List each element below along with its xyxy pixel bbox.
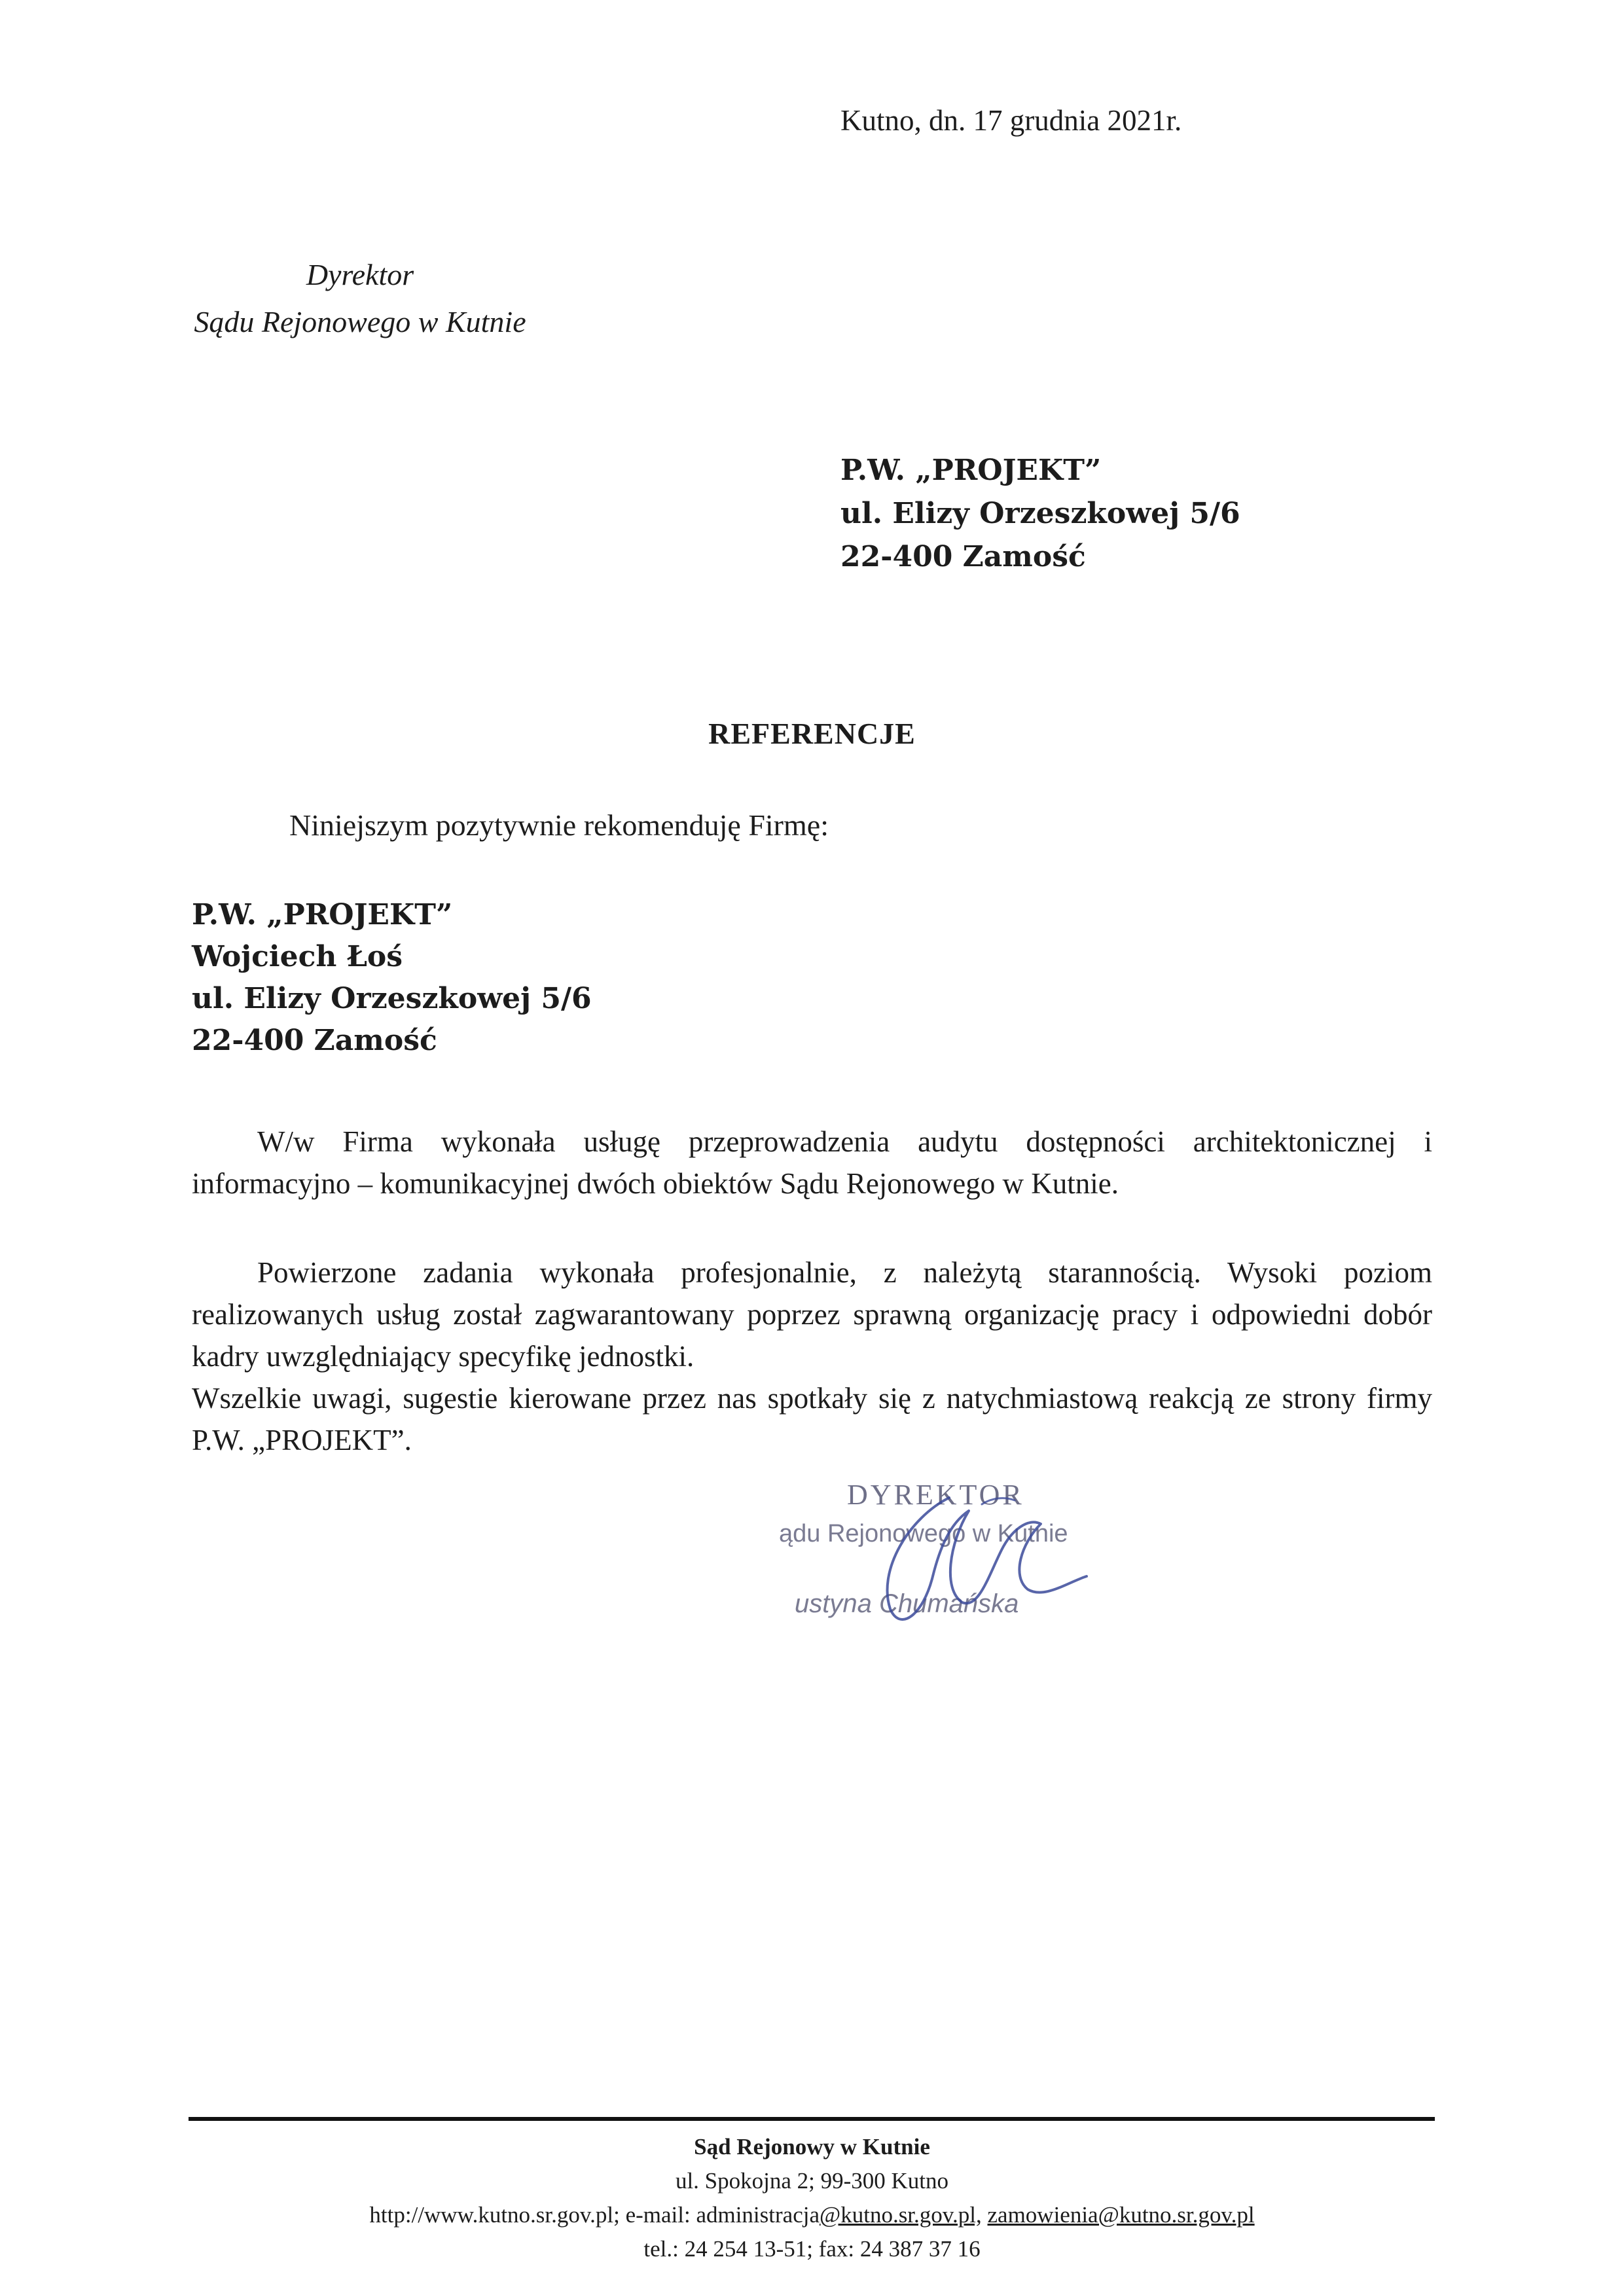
- stamp-person: ustyna Chumańska: [795, 1589, 1019, 1618]
- recipient-city: 22-400 Zamość: [840, 540, 1086, 573]
- footer-address: ul. Spokojna 2; 99-300 Kutno: [675, 2168, 949, 2194]
- sender-institution: Sądu Rejonowego w Kutnie: [194, 305, 526, 338]
- sender-block: [131, 251, 589, 346]
- company-street: ul. Elizy Orzeszkowej 5/6: [192, 982, 592, 1015]
- paragraph-service: [192, 1121, 1432, 1204]
- paragraph-assessment: [192, 1252, 1432, 1461]
- recipient-address: [840, 449, 1240, 579]
- stamp-institution: ądu Rejonowego w Kutnie: [779, 1520, 1068, 1547]
- footer-email-2[interactable]: zamowienia@kutno.sr.gov.pl: [987, 2202, 1255, 2228]
- footer-contact: [0, 2198, 1624, 2232]
- company-name: P.W. „PROJEKT”: [192, 898, 453, 931]
- sender-title: Dyrektor: [306, 258, 414, 291]
- intro-sentence: Niniejszym pozytywnie rekomenduję Firmę:: [289, 808, 829, 842]
- footer-institution: Sąd Rejonowy w Kutnie: [694, 2134, 930, 2159]
- company-owner: Wojciech Łoś: [192, 940, 403, 973]
- director-stamp: [753, 1478, 1146, 1648]
- stamp-title: DYREKTOR: [847, 1479, 1024, 1511]
- footer-phone: tel.: 24 254 13-51; fax: 24 387 37 16: [643, 2236, 981, 2262]
- company-block: [192, 894, 592, 1062]
- footer-email-1[interactable]: @kutno.sr.gov.pl,: [819, 2202, 982, 2228]
- recipient-street: ul. Elizy Orzeszkowej 5/6: [840, 497, 1240, 530]
- paragraph-3: Wszelkie uwagi, sugestie kierowane przez nas spotkały się z natychmiastową reakcją ze strony firmy P.W. „PROJEKT”.: [192, 1382, 1432, 1456]
- paragraph-2: Powierzone zadania wykonała profesjonalnie, z należytą starannością. Wysoki poziom realizowanych usług został zagwarantowany poprzez sprawną organizację pracy i odpowiedni dobór kadry uwzględniający specyfikę jednostki.: [192, 1256, 1432, 1373]
- paragraph-1: W/w Firma wykonała usługę przeprowadzenia audytu dostępności architektonicznej i informacyjno – komunikacyjnej dwóch obiektów Sądu Rejonowego w Kutnie.: [192, 1125, 1432, 1200]
- recipient-name: P.W. „PROJEKT”: [840, 454, 1102, 487]
- document-title: REFERENCJE: [708, 717, 916, 750]
- footer: [0, 2130, 1624, 2266]
- letter-date: Kutno, dn. 17 grudnia 2021r.: [840, 104, 1182, 137]
- footer-web: http://www.kutno.sr.gov.pl; e-mail: administracja: [369, 2202, 820, 2228]
- company-city: 22-400 Zamość: [192, 1024, 437, 1057]
- footer-divider: [189, 2117, 1435, 2121]
- handwritten-signature: [753, 1478, 1146, 1648]
